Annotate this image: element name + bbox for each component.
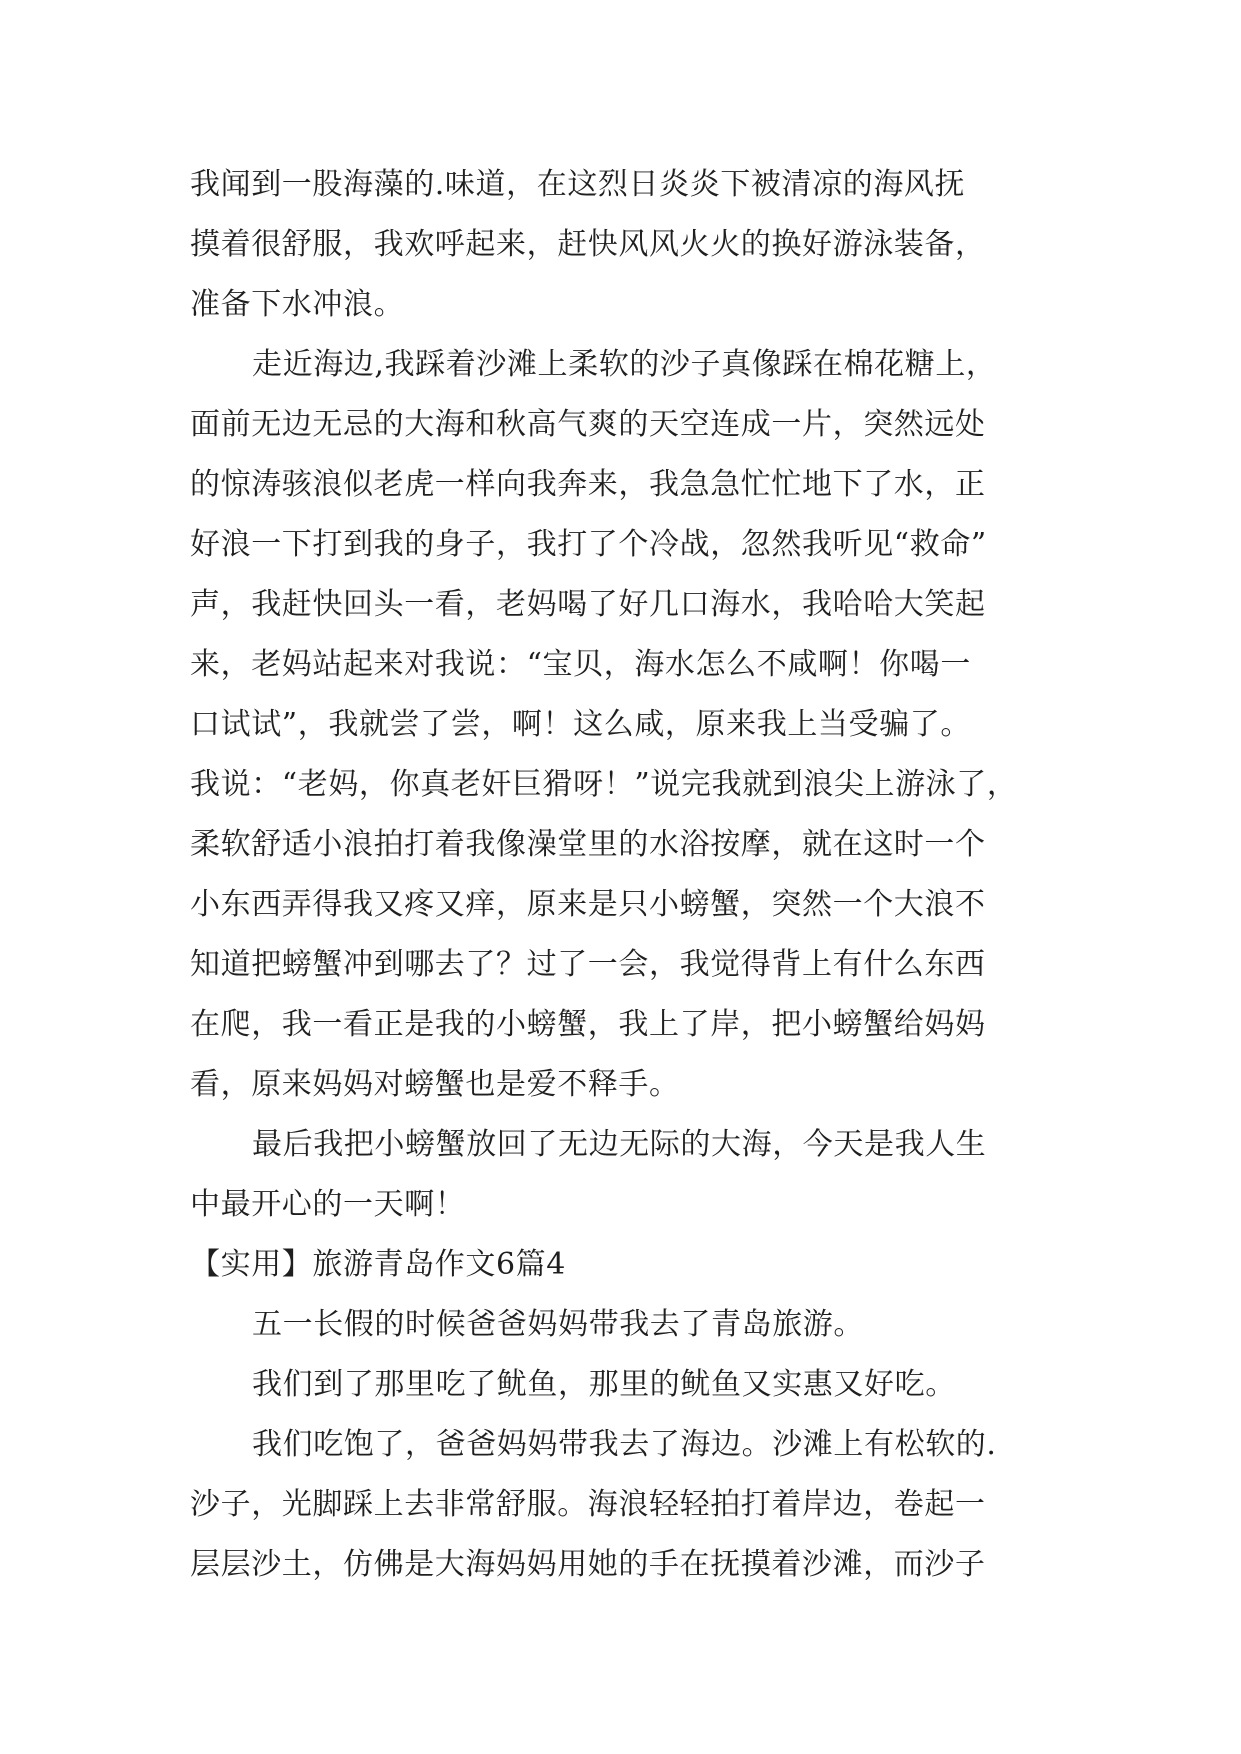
text-line: 来，老妈站起来对我说：“宝贝，海水怎么不咸啊！你喝一	[190, 647, 971, 682]
text-line: 我们到了那里吃了鱿鱼，那里的鱿鱼又实惠又好吃。	[252, 1367, 956, 1402]
text-line: 中最开心的一天啊！	[190, 1187, 466, 1222]
text-line: 走近海边,我踩着沙滩上柔软的沙子真像踩在棉花糖上，	[252, 347, 997, 382]
text-line: 好浪一下打到我的身子，我打了个冷战，忽然我听见“救命”	[190, 527, 987, 562]
text-line: 知道把螃蟹冲到哪去了？过了一会，我觉得背上有什么东西	[190, 947, 986, 982]
text-line: 在爬，我一看正是我的小螃蟹，我上了岸，把小螃蟹给妈妈	[190, 1007, 986, 1042]
text-line: 看，原来妈妈对螃蟹也是爱不释手。	[190, 1067, 680, 1102]
text-line: 摸着很舒服，我欢呼起来，赶快风风火火的换好游泳装备，	[190, 227, 986, 262]
text-line: 小东西弄得我又疼又痒，原来是只小螃蟹，突然一个大浪不	[190, 887, 986, 922]
text-line: 我闻到一股海藻的.味道，在这烈日炎炎下被清凉的海风抚	[190, 167, 966, 202]
text-line: 口试试”，我就尝了尝，啊！这么咸，原来我上当受骗了。	[190, 707, 971, 742]
text-line: 五一长假的时候爸爸妈妈带我去了青岛旅游。	[252, 1307, 864, 1342]
text-line: 我说：“老妈，你真老奸巨猾呀！”说完我就到浪尖上游泳了，	[190, 767, 1018, 802]
text-line: 柔软舒适小浪拍打着我像澡堂里的水浴按摩，就在这时一个	[190, 827, 986, 862]
text-line: 最后我把小螃蟹放回了无边无际的大海，今天是我人生	[252, 1127, 987, 1162]
text-line: 沙子，光脚踩上去非常舒服。海浪轻轻拍打着岸边，卷起一	[190, 1487, 986, 1522]
text-line: 准备下水冲浪。	[190, 287, 405, 322]
text-line: 层层沙土，仿佛是大海妈妈用她的手在抚摸着沙滩，而沙子	[190, 1547, 986, 1582]
section-heading: 【实用】旅游青岛作文6篇4	[190, 1247, 566, 1282]
text-line: 我们吃饱了，爸爸妈妈带我去了海边。沙滩上有松软的.	[252, 1427, 997, 1462]
text-line: 声，我赶快回头一看，老妈喝了好几口海水，我哈哈大笑起	[190, 587, 986, 622]
text-line: 的惊涛骇浪似老虎一样向我奔来，我急急忙忙地下了水，正	[190, 467, 986, 502]
text-line: 面前无边无忌的大海和秋高气爽的天空连成一片，突然远处	[190, 407, 986, 442]
